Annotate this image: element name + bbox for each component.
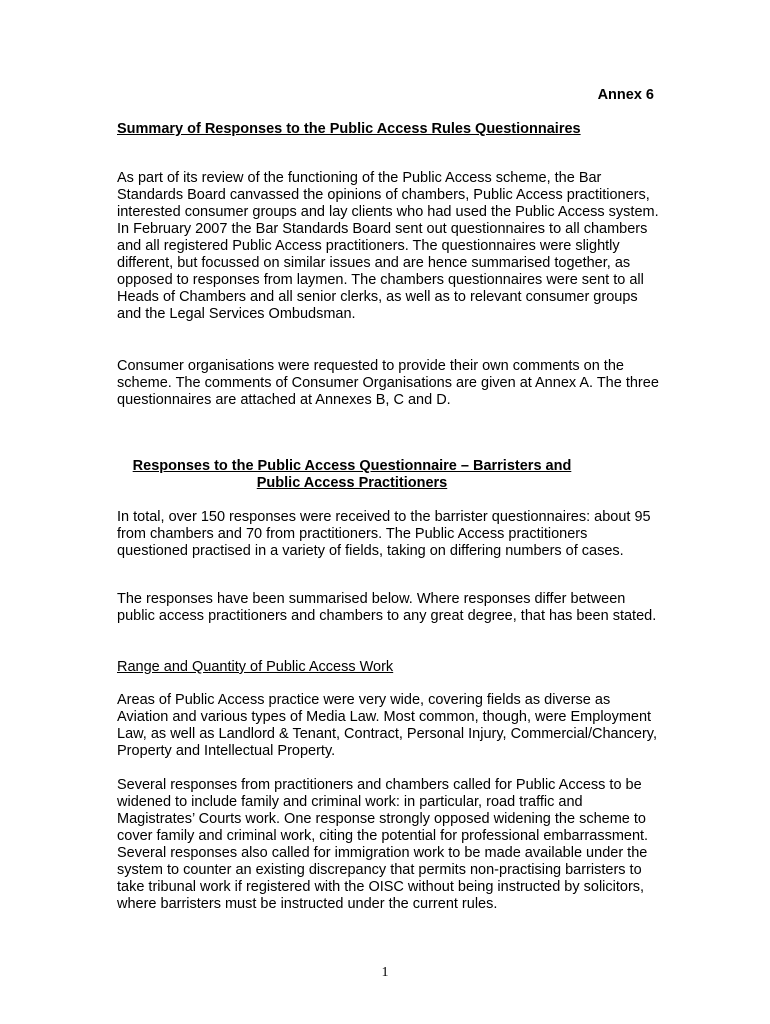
section-heading: Responses to the Public Access Questionnaire – Barristers and Public Access Practitioners xyxy=(132,458,572,491)
annex-label: Annex 6 xyxy=(597,87,654,103)
intro-paragraph-1: As part of its review of the functioning of the Public Access scheme, the Bar Standards Board canvassed the opinions of chambers, Public Access practitioners, interested consumer groups and lay clients who had used the Public Access system. In February 2007 the Bar Standards Board sent out questionnaires to all chambers and all registered Public Access practitioners. The questionnaires were slightly different, but focussed on similar issues and are hence summarised together, as opposed to responses from laymen. The chambers questionnaires were sent to all Heads of Chambers and all senior clerks, as well as to relevant consumer groups and the Legal Services Ombudsman. xyxy=(117,170,659,322)
subheading-range-quantity: Range and Quantity of Public Access Work xyxy=(117,659,394,675)
range-paragraph-1: Areas of Public Access practice were very wide, covering fields as diverse as Aviation and various types of Media Law. Most common, though, were Employment Law, as well as Landlord & Tenant, Contract, Personal Injury, Commercial/Chancery, Property and Intellectual Property. xyxy=(117,692,657,759)
range-paragraph-2: Several responses from practitioners and chambers called for Public Access to be widened to include family and criminal work: in particular, road traffic and Magistrates’ Courts work. One response strongly opposed widening the scheme to cover family and criminal work, citing the potential for professional embarrassment. Several responses also called for immigration work to be made available under the system to counter an existing discrepancy that permits non-practising barristers to take tribunal work if registered with the OISC without being instructed by solicitors, where barristers must be instructed under the current rules. xyxy=(117,777,649,912)
page-number: 1 xyxy=(381,965,389,980)
document-title: Summary of Responses to the Public Access Rules Questionnaires xyxy=(117,121,581,137)
intro-paragraph-2: Consumer organisations were requested to provide their own comments on the scheme. The comments of Consumer Organisations are given at Annex A. The three questionnaires are attached at Annexes B, C and D. xyxy=(117,358,659,408)
section-paragraph-2: The responses have been summarised below. Where responses differ between public access practitioners and chambers to any great degree, that has been stated. xyxy=(117,591,657,624)
section-paragraph-1: In total, over 150 responses were received to the barrister questionnaires: about 95 from chambers and 70 from practitioners. The Public Access practitioners questioned practised in a variety of fields, taking on differing numbers of cases. xyxy=(117,509,651,559)
